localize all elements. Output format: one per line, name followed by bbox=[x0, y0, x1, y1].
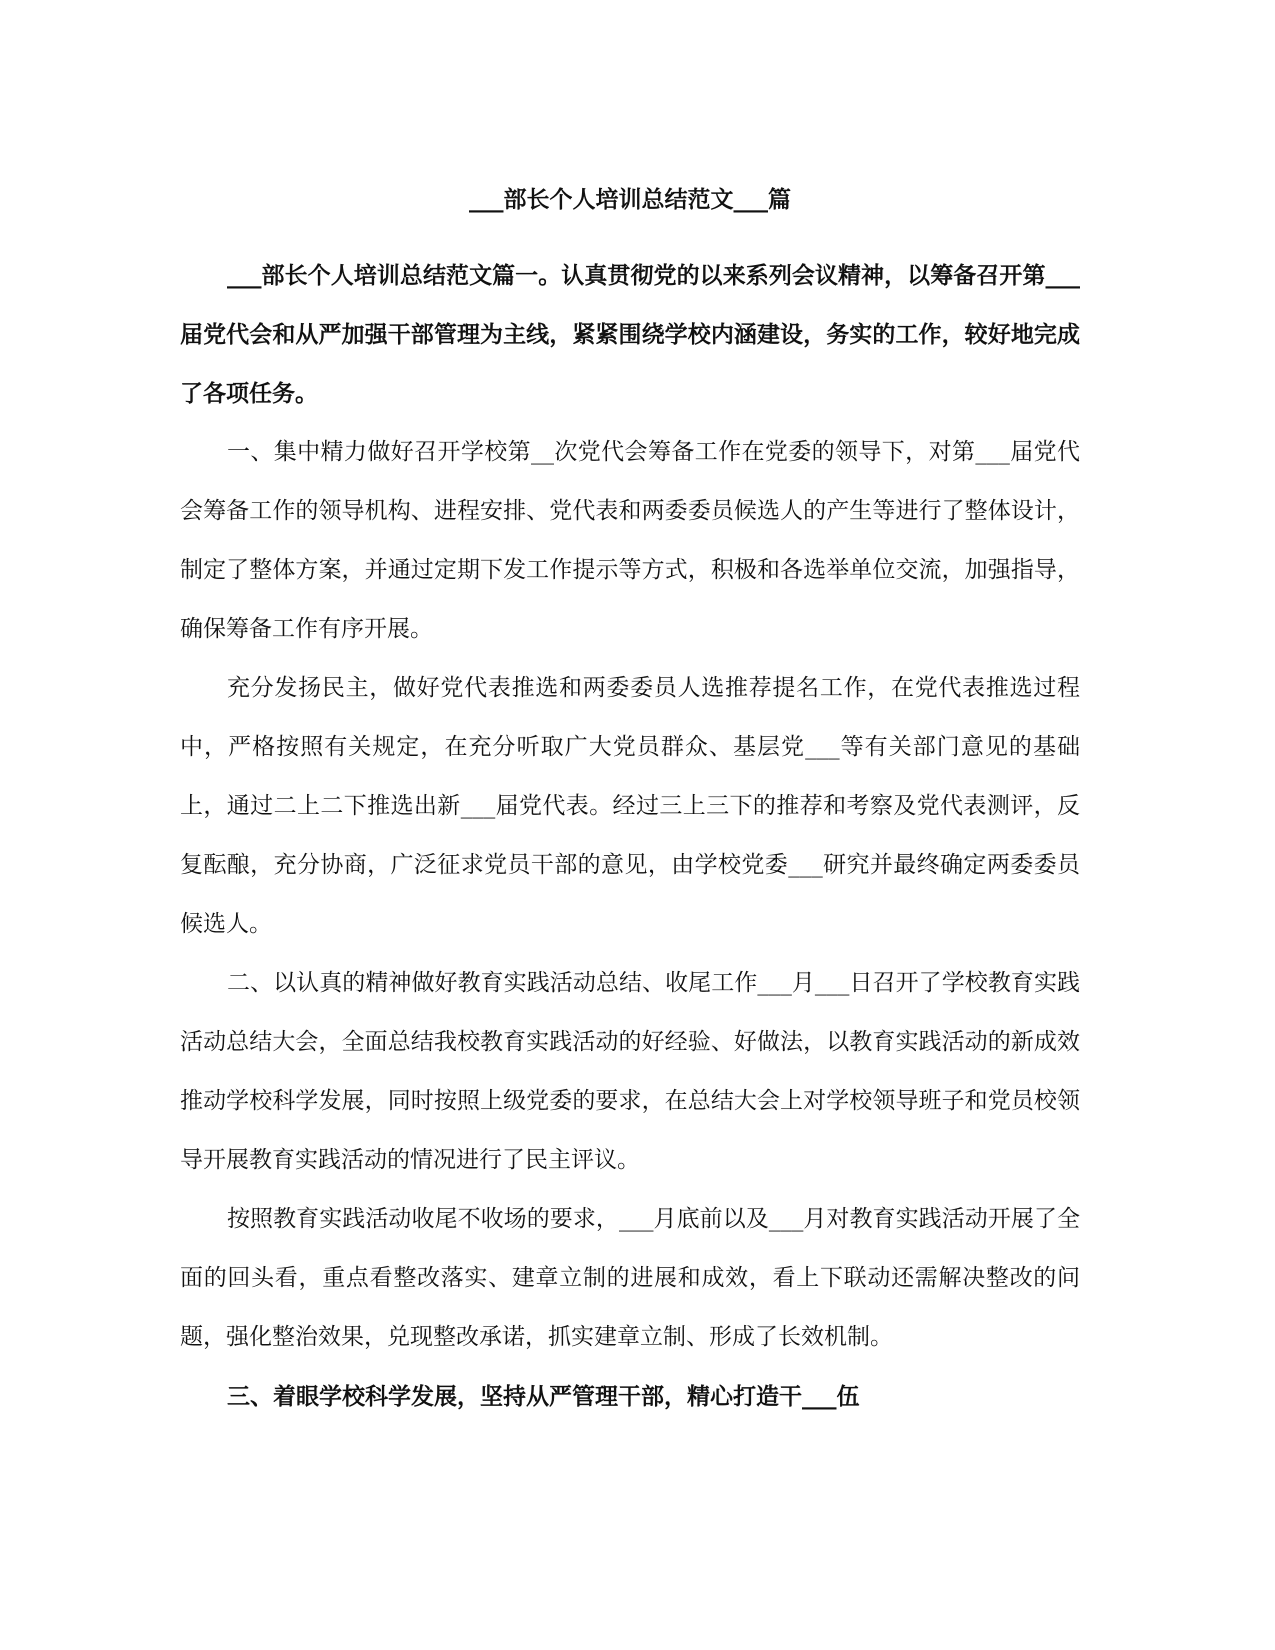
document-page bbox=[180, 184, 1080, 1426]
follow-up-paragraph: 按照教育实践活动收尾不收场的要求，___月底前以及___月对教育实践活动开展了全面的回头看，重点看整改落实、建章立制的进展和成效，看上下联动还需解决整改的问题，强化整治效果，兑现整改承诺，抓实建章立制、形成了长效机制。 bbox=[180, 1206, 1080, 1350]
section-one-paragraph: 一、集中精力做好召开学校第__次党代会筹备工作在党委的领导下，对第___届党代会筹备工作的领导机构、进程安排、党代表和两委委员候选人的产生等进行了整体设计，制定了整体方案，并通过定期下发工作提示等方式，积极和各选举单位交流，加强指导，确保筹备工作有序开展。 bbox=[180, 439, 1080, 642]
section-three-heading: 三、着眼学校科学发展，坚持从严管理干部，精心打造干___伍 bbox=[227, 1383, 860, 1410]
document-title: ___部长个人培训总结范文___篇 bbox=[469, 186, 791, 213]
democracy-paragraph: 充分发扬民主，做好党代表推选和两委委员人选推荐提名工作，在党代表推选过程中，严格按照有关规定，在充分听取广大党员群众、基层党___等有关部门意见的基础上，通过二上二下推选出新___届党代表。经过三上三下的推荐和考察及党代表测评，反复酝酿，充分协商，广泛征求党员干部的意见，由学校党委___研究并最终确定两委委员候选人。 bbox=[180, 675, 1080, 937]
intro-paragraph: ___部长个人培训总结范文篇一。认真贯彻党的以来系列会议精神，以筹备召开第___届党代会和从严加强干部管理为主线，紧紧围绕学校内涵建设，务实的工作，较好地完成了各项任务。 bbox=[180, 262, 1080, 407]
section-two-paragraph: 二、以认真的精神做好教育实践活动总结、收尾工作___月___日召开了学校教育实践活动总结大会，全面总结我校教育实践活动的好经验、好做法，以教育实践活动的新成效推动学校科学发展，同时按照上级党委的要求，在总结大会上对学校领导班子和党员校领导开展教育实践活动的情况进行了民主评议。 bbox=[180, 970, 1080, 1173]
